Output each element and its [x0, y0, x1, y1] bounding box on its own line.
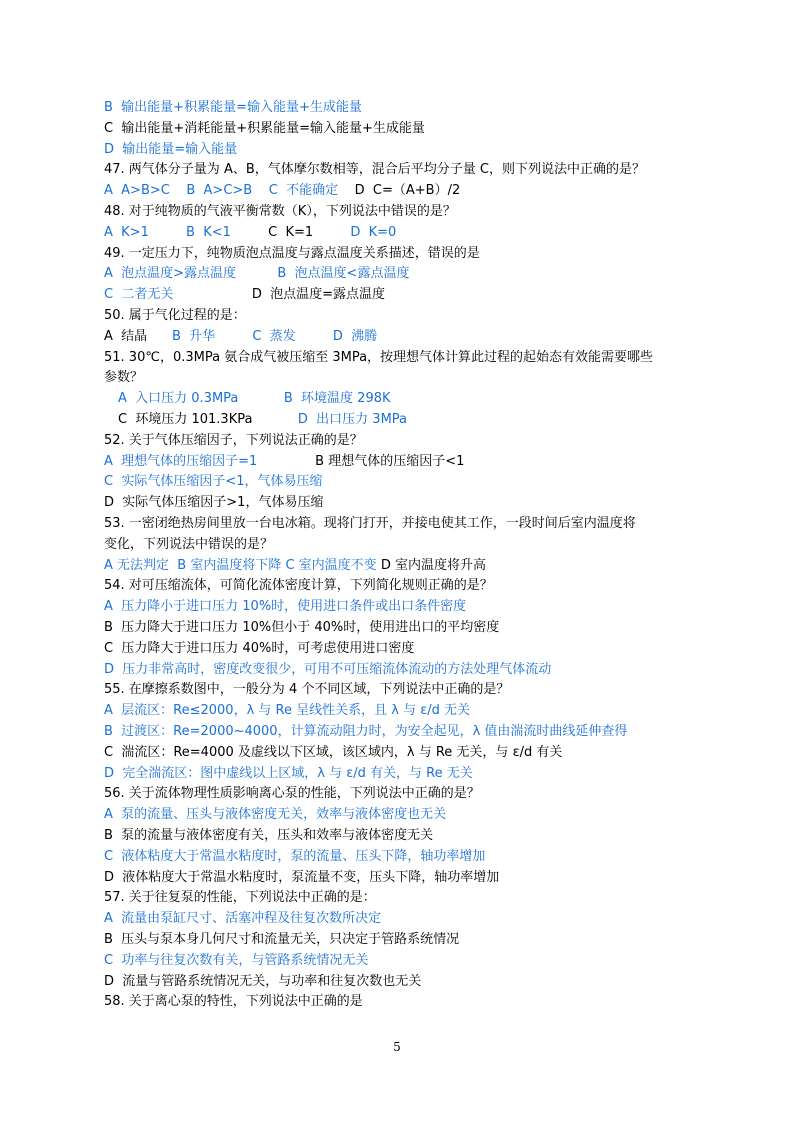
text-line: 56. 关于流体物理性质影响离心泵的性能，下列说法中正确的是？ — [104, 786, 480, 802]
text-line: B 泵的流量与液体密度有关，压头和效率与液体密度无关 — [104, 828, 434, 843]
text-segment: D K=0 — [313, 224, 397, 240]
text-line: C 实际气体压缩因子<1，气体易压缩 — [104, 474, 323, 490]
text-line: A 泡点温度>露点温度 B 泡点温度<露点温度 — [104, 266, 410, 282]
text-line: D 液体粘度大于常温水粘度时，泵流量不变，压头下降，轴功率增加 — [104, 869, 500, 885]
text-line: 57. 关于往复泵的性能，下列说法中正确的是： — [104, 890, 376, 906]
text-line: 49. 一定压力下，纯物质泡点温度与露点温度关系描述，错误的是 — [104, 245, 480, 261]
text-line: 48. 对于纯物质的气液平衡常数（K），下列说法中错误的是？ — [104, 204, 456, 219]
text-segment: B 理想气体的压缩因子<1 — [257, 453, 465, 469]
text-line: B 输出能量+积累能量=输入能量+生成能量 — [104, 100, 362, 115]
text-line: C 湍流区：Re=4000 及虚线以下区域，该区域内，λ 与 Re 无关，与 ε/d 有关 — [104, 744, 563, 760]
text-line — [104, 326, 724, 347]
text-line: B 压头与泵本身几何尺寸和流量无关，只决定于管路系统情况 — [104, 932, 460, 947]
text-line: 变化，下列说法中错误的是？ — [104, 536, 274, 552]
page-number: 5 — [393, 1040, 401, 1054]
text-line — [118, 409, 724, 430]
text-segment: D 室内温度将升高 — [376, 557, 486, 573]
text-segment: C 环境压力 101.3KPa — [118, 412, 253, 427]
text-segment: C K=1 — [230, 224, 314, 240]
text-line: 55. 在摩擦系数图中，一般分为 4 个不同区域，下列说法中正确的是？ — [104, 682, 510, 698]
text-line — [104, 222, 724, 243]
text-segment: A 结晶 — [104, 328, 148, 344]
text-line: C 输出能量+消耗能量+积累能量=输入能量+生成能量 — [104, 120, 425, 136]
text-segment: B 升华 C 蒸发 D 沸腾 — [147, 328, 378, 344]
text-line: D 实际气体压缩因子>1，气体易压缩 — [104, 495, 324, 511]
text-segment: D 出口压力 3MPa — [252, 412, 408, 427]
text-segment: D C=（A+B）/2 — [338, 183, 461, 199]
text-line — [104, 555, 724, 576]
text-line: D 流量与管路系统情况无关，与功率和往复次数也无关 — [104, 973, 422, 989]
text-line: A 压力降小于进口压力 10%时，使用进口条件或出口条件密度 — [104, 599, 467, 615]
text-line: B 过渡区：Re=2000~4000，计算流动阻力时，为安全起见，λ 值由湍流时曲线延伸查得 — [104, 724, 628, 739]
text-segment: C 二者无关 — [104, 287, 174, 303]
text-line: 47. 两气体分子量为 A、B，气体摩尔数相等，混合后平均分子量 C，则下列说法中正确的是？ — [104, 162, 645, 178]
text-line: 54. 对可压缩流体，可简化流体密度计算，下列简化规则正确的是？ — [104, 578, 493, 594]
text-line — [104, 284, 724, 305]
text-line — [118, 388, 724, 409]
text-segment: A K>1 B K<1 — [104, 224, 231, 240]
text-segment: A 入口压力 0.3MPa B 环境温度 298K — [118, 391, 391, 407]
text-line: A 流量由泵缸尺寸、活塞冲程及往复次数所决定 — [104, 911, 382, 927]
text-line: D 压力非常高时，密度改变很少，可用不可压缩流体流动的方法处理气体流动 — [104, 661, 552, 677]
text-line: 51. 30℃，0.3MPa 氨合成气被压缩至 3MPa，按理想气体计算此过程的起始态有效能需要哪些 — [104, 349, 654, 365]
text-segment: D 泡点温度=露点温度 — [173, 287, 386, 303]
text-line: 参数？ — [104, 370, 144, 386]
text-line: B 压力降大于进口压力 10%但小于 40%时，使用进出口的平均密度 — [104, 620, 500, 635]
text-line: D 输出能量=输入能量 — [104, 141, 238, 157]
text-line: C 液体粘度大于常温水粘度时，泵的流量、压头下降，轴功率增加 — [104, 848, 486, 864]
text-line: C 压力降大于进口压力 40%时，可考虑使用进口密度 — [104, 640, 415, 656]
text-segment: A 无法判定 B 室内温度将下降 C 室内温度不变 — [104, 557, 377, 573]
text-line: C 功率与往复次数有关，与管路系统情况无关 — [104, 952, 369, 968]
text-line: 58. 关于离心泵的特性，下列说法中正确的是 — [104, 994, 363, 1010]
text-line: 50. 属于气化过程的是： — [104, 308, 246, 323]
text-segment: A 理想气体的压缩因子=1 — [104, 453, 258, 469]
text-line — [104, 451, 724, 472]
text-line: A 泵的流量、压头与液体密度无关，效率与液体密度也无关 — [104, 807, 447, 823]
text-line: 52. 关于气体压缩因子，下列说法正确的是？ — [104, 432, 363, 448]
text-line: D 完全湍流区：图中虚线以上区域，λ 与 ε/d 有关，与 Re 无关 — [104, 765, 473, 781]
text-line: A 层流区：Re≤2000，λ 与 Re 呈线性关系，且 λ 与 ε/d 无关 — [104, 703, 470, 719]
text-line: 53. 一密闭绝热房间里放一台电冰箱。现将门打开，并接电使其工作，一段时间后室内温度将 — [104, 516, 636, 531]
text-segment: A A>B>C B A>C>B C 不能确定 — [104, 183, 339, 199]
text-line — [104, 180, 724, 201]
